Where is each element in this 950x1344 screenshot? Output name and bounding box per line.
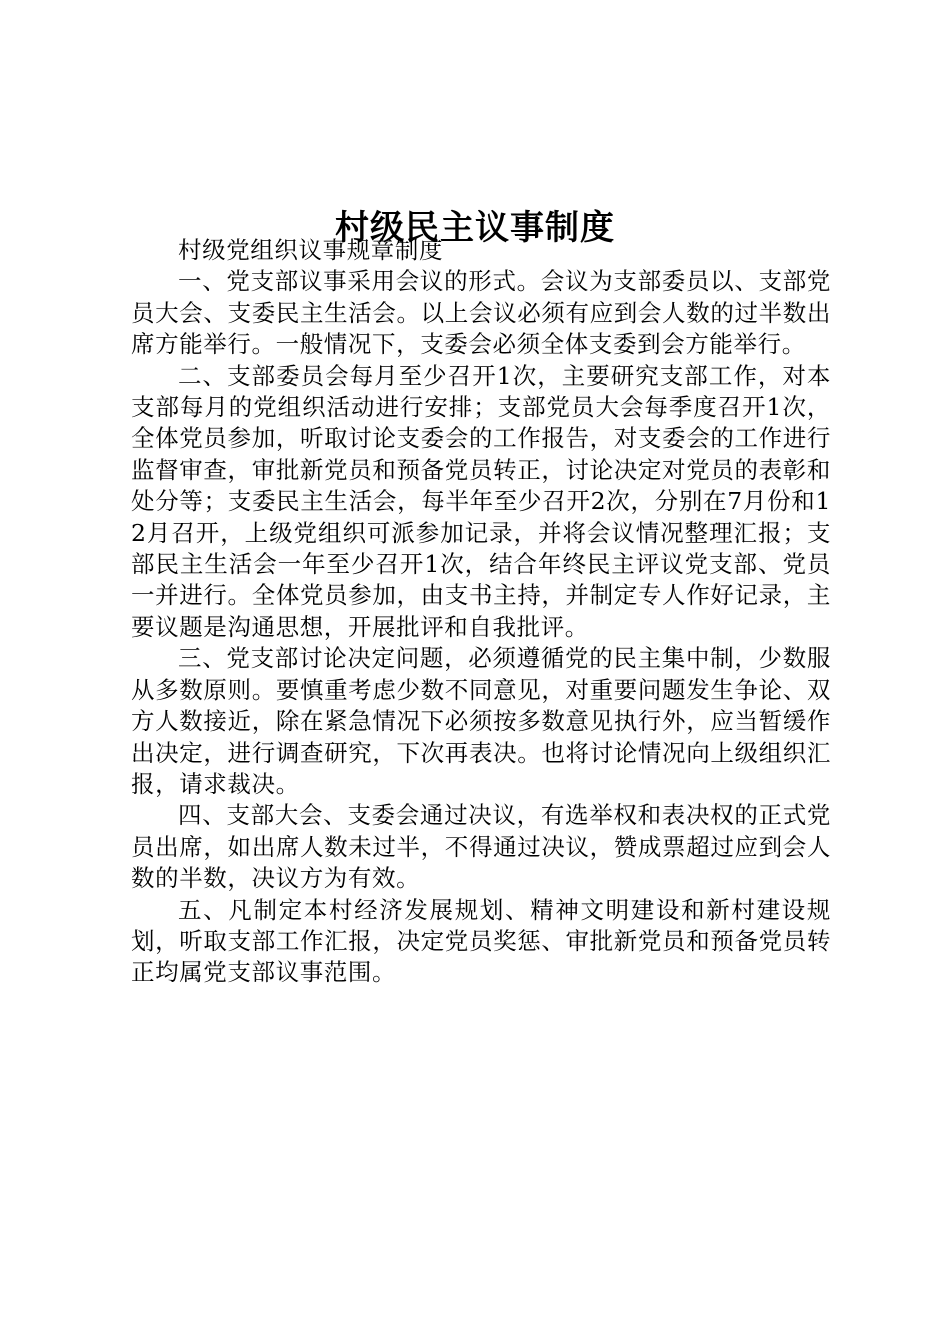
document-title: 村级民主议事制度 — [335, 207, 615, 248]
paragraph-item-2: 二、支部委员会每月至少召开1次，主要研究支部工作，对本支部每月的党组织活动进行安排；支部党员大会每季度召开1次，全体党员参加，听取讨论支委会的工作报告，对支委会的工作进行监督审查，审批新党员和预备党员转正，讨论决定对党员的表彰和处分等；支委民主生活会，每半年至少召开2次，分别在7月份和12月召开，上级党组织可派参加记录，并将会议情况整理汇报；支部民主生活会一年至少召开1次，结合年终民主评议党支部、党员一并进行。全体党员参加，由支书主持，并制定专人作好记录，主要议题是沟通思想，开展批评和自我批评。 — [131, 361, 831, 641]
paragraph-item-3: 三、党支部讨论决定问题，必须遵循党的民主集中制，少数服从多数原则。要慎重考虑少数不同意见，对重要问题发生争论、双方人数接近，除在紧急情况下必须按多数意见执行外，应当暂缓作出决定，进行调查研究，下次再表决。也将讨论情况向上级组织汇报，请求裁决。 — [131, 644, 831, 798]
paragraph-item-1: 一、党支部议事采用会议的形式。会议为支部委员以、支部党员大会、支委民主生活会。以上会议必须有应到会人数的过半数出席方能举行。一般情况下，支委会必须全体支委到会方能举行。 — [131, 267, 831, 359]
paragraph-item-5: 五、凡制定本村经济发展规划、精神文明建设和新村建设规划，听取支部工作汇报，决定党员奖惩、审批新党员和预备党员转正均属党支部议事范围。 — [131, 895, 831, 987]
paragraph-subtitle: 村级党组织议事规章制度 — [178, 236, 444, 264]
document-body — [131, 235, 831, 989]
paragraph-item-4: 四、支部大会、支委会通过决议，有选举权和表决权的正式党员出席，如出席人数未过半，不得通过决议，赞成票超过应到会人数的半数，决议方为有效。 — [131, 801, 831, 893]
